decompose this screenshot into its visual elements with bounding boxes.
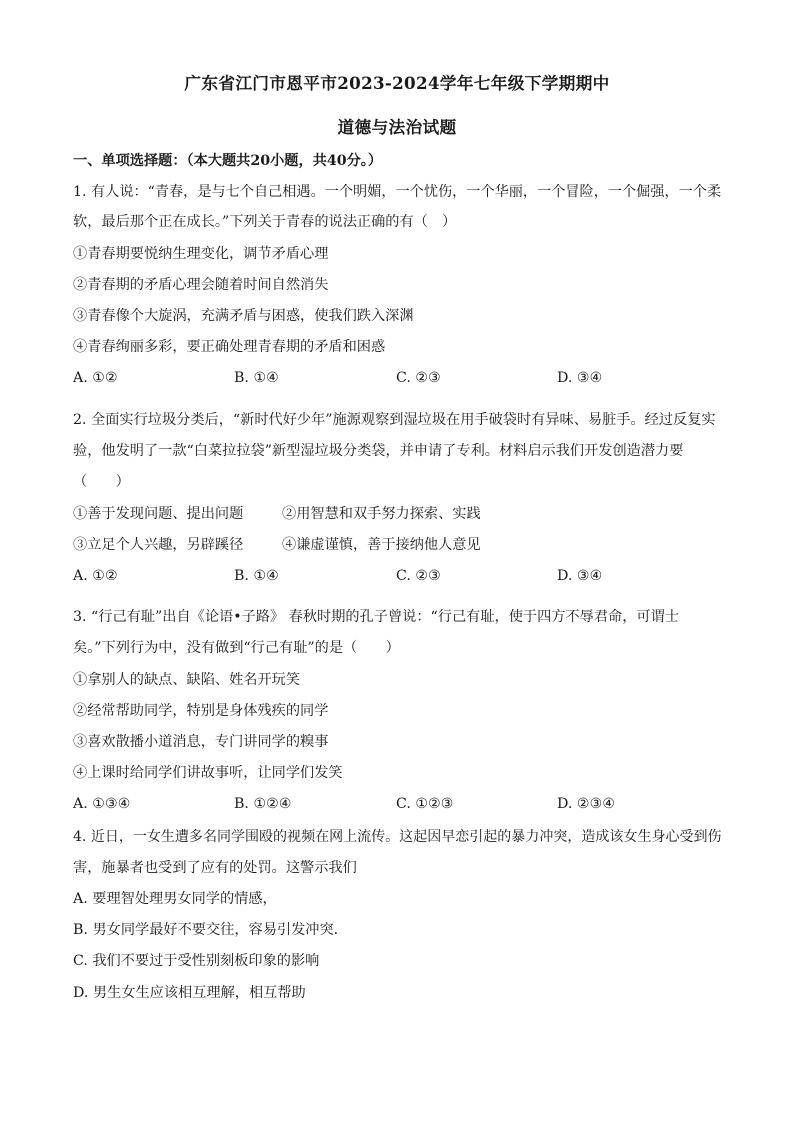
- q3-statement-2: ②经常帮助同学，特别是身体残疾的同学: [73, 703, 329, 719]
- q4-option-d: D. 男生女生应该相互理解，相互帮助: [73, 985, 306, 1001]
- q1-stem-line-1: 1. 有人说：“青春，是与七个自己相遇。一个明媚，一个忧伤，一个华丽，一个冒险，一个倔强，一个柔: [73, 184, 722, 200]
- q3-stem-line-1: 3. “行己有耻”出自《论语•子路》 春秋时期的孔子曾说：“行己有耻，使于四方不辱君命，可谓士: [73, 609, 679, 625]
- q1-statement-2: ②青春期的矛盾心理会随着时间自然消失: [73, 277, 329, 293]
- q4-option-b: B. 男女同学最好不要交往，容易引发冲突.: [73, 922, 339, 938]
- section-heading: 一、单项选择题：（本大题共20小题，共40分。）: [73, 153, 383, 169]
- q1-stem-line-2: 软，最后那个正在成长。”下列关于青春的说法正确的有（ ）: [73, 214, 457, 230]
- q1-statement-1: ①青春期要悦纳生理变化，调节矛盾心理: [73, 246, 329, 262]
- q3-stem-line-2: 矣。”下列行为中，没有做到“行己有耻”的是（ ）: [73, 640, 400, 656]
- q2-option-d: D. ③④: [557, 568, 603, 584]
- q2-statement-4: ④谦虚谨慎，善于接纳他人意见: [282, 537, 481, 553]
- q1-option-a: A. ①②: [73, 370, 118, 386]
- q3-option-c: C. ①②③: [396, 796, 454, 812]
- q3-statement-3: ③喜欢散播小道消息，专门讲同学的糗事: [73, 734, 329, 750]
- q1-statement-4: ④青春绚丽多彩，要正确处理青春期的矛盾和困惑: [73, 339, 386, 355]
- q1-option-b: B. ①④: [234, 370, 279, 386]
- q2-option-b: B. ①④: [234, 568, 279, 584]
- q4-stem-line-2: 害，施暴者也受到了应有的处罚。这警示我们: [73, 860, 357, 876]
- q4-stem-line-1: 4. 近日，一女生遭多名同学围殴的视频在网上流传。这起因早恋引起的暴力冲突，造成该女生身心受到伤: [73, 829, 722, 845]
- q2-statement-3: ③立足个人兴趣，另辟蹊径: [73, 537, 244, 553]
- exam-subtitle: 道德与法治试题: [337, 117, 457, 137]
- q2-stem-line-1: 2. 全面实行垃圾分类后，“新时代好少年”施源观察到湿垃圾在用手破袋时有异味、易脏手。经过反复实: [73, 412, 716, 428]
- exam-title: 广东省江门市恩平市2023-2024学年七年级下学期期中: [184, 73, 610, 93]
- q4-option-c: C. 我们不要过于受性别刻板印象的影响: [73, 953, 320, 969]
- q3-option-a: A. ①③④: [73, 796, 131, 812]
- q2-stem-line-3: （ ）: [73, 474, 130, 490]
- q2-statement-2: ②用智慧和双手努力探索、实践: [282, 506, 481, 522]
- q3-option-d: D. ②③④: [557, 796, 616, 812]
- q1-statement-3: ③青春像个大旋涡，充满矛盾与困惑，使我们跌入深渊: [73, 308, 414, 324]
- q1-option-c: C. ②③: [396, 370, 441, 386]
- q2-option-a: A. ①②: [73, 568, 118, 584]
- q3-statement-1: ①拿别人的缺点、缺陷、姓名开玩笑: [73, 672, 301, 688]
- q2-stem-line-2: 验，他发明了一款“白菜拉拉袋”新型湿垃圾分类袋，并申请了专利。材料启示我们开发创造潜力要: [73, 443, 684, 459]
- q2-statement-1: ①善于发现问题、提出问题: [73, 506, 244, 522]
- q3-statement-4: ④上课时给同学们讲故事听，让同学们发笑: [73, 765, 343, 781]
- q4-option-a: A. 要理智处理男女同学的情感，: [73, 891, 277, 907]
- q3-option-b: B. ①②④: [234, 796, 292, 812]
- q2-option-c: C. ②③: [396, 568, 441, 584]
- q1-option-d: D. ③④: [557, 370, 603, 386]
